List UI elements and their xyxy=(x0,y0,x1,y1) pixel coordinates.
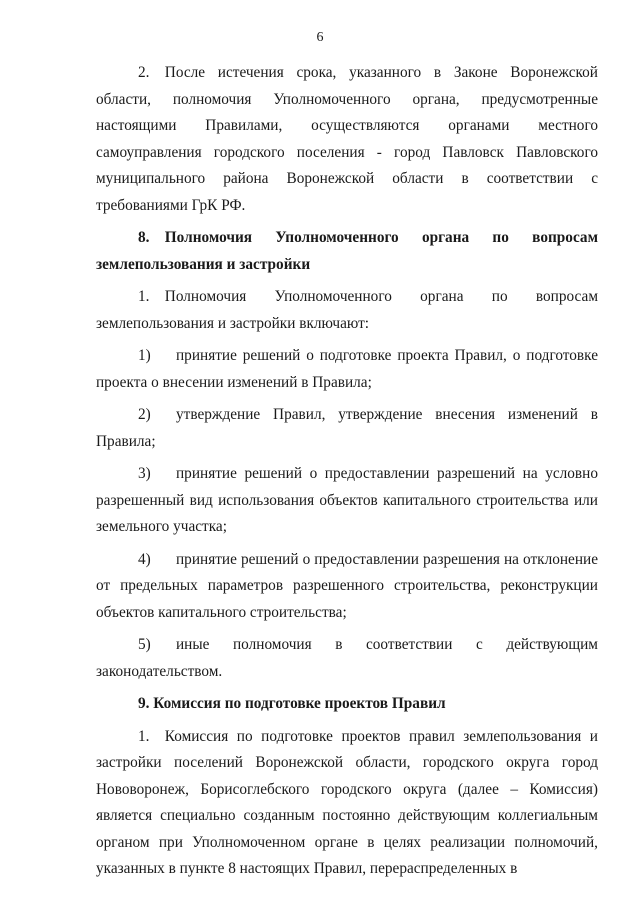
list-number: 3) xyxy=(138,465,151,482)
list-number: 1) xyxy=(138,347,151,364)
list-item xyxy=(96,402,598,455)
list-item-text: принятие решений о предоставлении разрешений на условно разрешенный вид использования объектов капитального строительства или земельного участка; xyxy=(96,465,598,535)
list-number: 5) xyxy=(138,636,151,653)
section-heading: 9. Комиссия по подготовке проектов Правил xyxy=(138,695,446,712)
list-number: 2) xyxy=(138,406,151,423)
list-item xyxy=(96,343,598,396)
list-item xyxy=(96,547,598,627)
page-number: 6 xyxy=(316,30,324,45)
list-item-text: иные полномочия в соответствии с действующим законодательством. xyxy=(96,636,598,680)
list-number: 4) xyxy=(138,550,151,568)
list-item-text: утверждение Правил, утверждение внесения изменений в Правила; xyxy=(96,406,598,450)
list-item xyxy=(96,461,598,541)
paragraph: 1. Полномочия Уполномоченного органа по вопросам землепользования и застройки включают: xyxy=(96,288,598,332)
paragraph: 1. Комиссия по подготовке проектов правил землепользования и застройки поселений Воронежской области, городского округа город Нововоронеж, Борисоглебского городского округа (далее – Комиссия) является специально созданным постоянно действующим коллегиальным органом при Уполномоченном органе в целях реализации полномочий, указанных в пункте 8 настоящих Правил, перераспределенных в xyxy=(96,727,598,877)
document-body xyxy=(96,60,598,883)
list-item-text: принятие решений о предоставлении разрешения на отклонение от предельных параметров разрешенного строительства, реконструкции объектов капитального строительства; xyxy=(96,550,598,621)
paragraph: 2. После истечения срока, указанного в Законе Воронежской области, полномочия Уполномоченного органа, предусмотренные настоящими Правилами, осуществляются органами местного самоуправления городского поселения - город Павловск Павловского муниципального района Воронежской области в соответствии с требованиями ГрК РФ. xyxy=(96,64,598,214)
section-heading: 8. Полномочия Уполномоченного органа по вопросам землепользования и застройки xyxy=(96,229,598,273)
list-item xyxy=(96,632,598,685)
list-item-text: принятие решений о подготовке проекта Правил, о подготовке проекта о внесении изменений в Правила; xyxy=(96,347,598,391)
